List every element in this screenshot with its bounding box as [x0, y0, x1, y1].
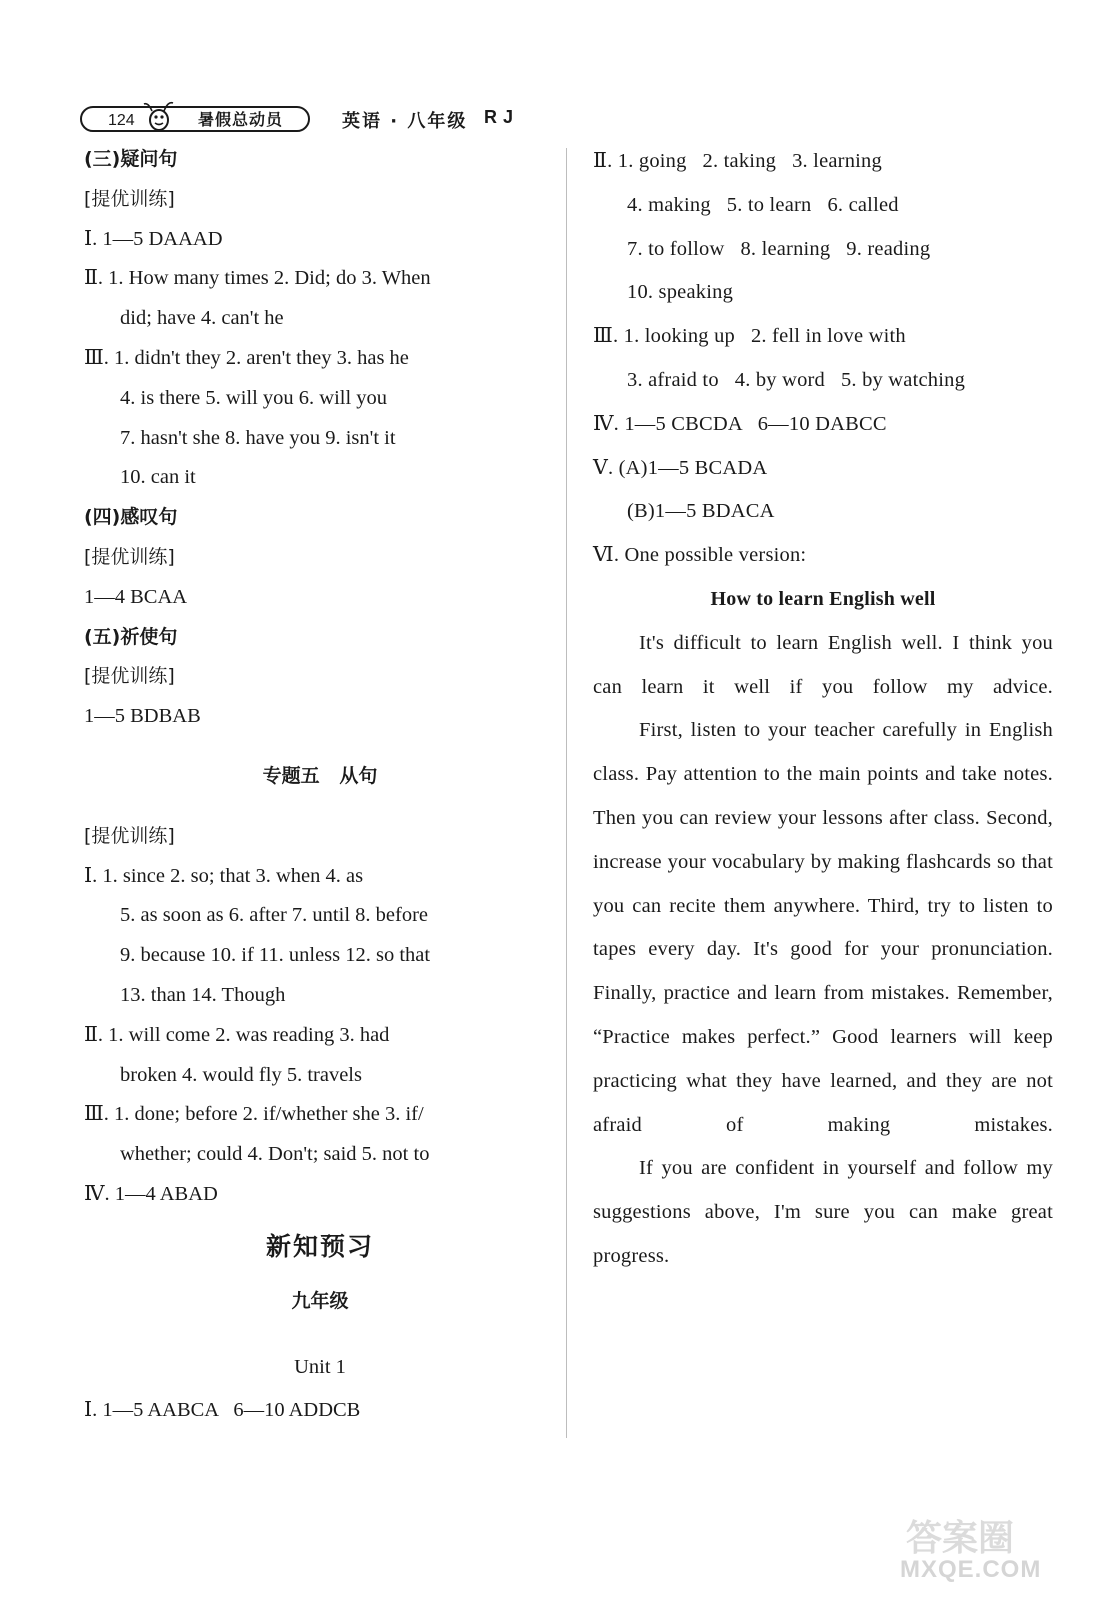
grade-heading: 九年级 — [291, 1289, 349, 1312]
section-heading: (四)感叹句 — [84, 506, 178, 529]
training-label: [提优训练] — [84, 665, 175, 688]
answer-line: Ⅱ. 1. will come 2. was reading 3. had — [84, 1023, 390, 1046]
bee-mascot-icon — [142, 98, 176, 134]
series-name: 暑假总动员 — [198, 110, 284, 129]
essay-paragraph: It's difficult to learn English well. I think you can learn it well if you follow my advice. — [593, 631, 1053, 698]
answer-line: Ⅳ. 1—4 ABAD — [84, 1182, 218, 1205]
answer-line: Ⅰ. 1—5 DAAAD — [84, 227, 223, 250]
answer-line: 13. than 14. Though — [120, 983, 286, 1006]
preview-heading: 新知预习 — [265, 1231, 374, 1261]
right-column — [593, 140, 1053, 1279]
answer-line: Ⅲ. 1. looking up 2. fell in love with — [593, 325, 906, 348]
answer-line: 7. hasn't she 8. have you 9. isn't it — [120, 426, 396, 449]
answer-line: 1—5 BDBAB — [84, 705, 201, 728]
answer-line: 3. afraid to 4. by word 5. by watching — [627, 368, 966, 391]
answer-line: Ⅱ. 1. going 2. taking 3. learning — [593, 150, 882, 172]
watermark-logo — [900, 1510, 1050, 1590]
answer-line: 10. speaking — [627, 281, 734, 304]
watermark-cn: 答案圈 — [906, 1518, 1015, 1559]
answer-line: 7. to follow 8. learning 9. reading — [627, 237, 931, 260]
answer-line: 10. can it — [120, 466, 196, 489]
answer-line: 4. is there 5. will you 6. will you — [120, 386, 388, 409]
answer-line: Ⅲ. 1. done; before 2. if/whether she 3. if/ — [84, 1103, 424, 1126]
answer-line: Ⅳ. 1—5 CBCDA 6—10 DABCC — [593, 412, 887, 435]
essay-paragraph: First, listen to your teacher carefully in English class. Pay attention to the main points and take notes. Then you can review your lessons after class. Second, increase your vocabulary by making flashcards so that you can recite them anywhere. Third, try to listen to tapes every day. It's good for your pronunciation. Finally, practice and learn from mistakes. Remember, “Practice makes perfect.” Good learners will keep practicing what they have learned, and they are not afraid of making mistakes. — [593, 719, 1053, 1136]
page-number: 124 — [108, 112, 135, 129]
answer-line: whether; could 4. Don't; said 5. not to — [120, 1143, 430, 1166]
answer-line: Ⅲ. 1. didn't they 2. aren't they 3. has he — [84, 346, 409, 369]
answer-line: Ⅱ. 1. How many times 2. Did; do 3. When — [84, 267, 431, 290]
watermark-url: MXQE.COM — [900, 1556, 1042, 1583]
unit-heading: Unit 1 — [294, 1355, 346, 1378]
answer-line: did; have 4. can't he — [120, 307, 284, 330]
answer-line: 9. because 10. if 11. unless 12. so that — [120, 944, 431, 967]
answer-line: Ⅴ. (A)1—5 BCADA — [593, 456, 768, 479]
answer-line: Ⅵ. One possible version: — [593, 544, 807, 567]
section-heading: (五)祈使句 — [84, 625, 178, 648]
edition-code: RJ — [484, 107, 520, 127]
answer-line: (B)1—5 BDACA — [627, 500, 775, 523]
topic-heading: 专题五 从句 — [262, 764, 378, 787]
left-column — [84, 140, 556, 1431]
answer-line: 4. making 5. to learn 6. called — [627, 193, 899, 216]
section-heading: (三)疑问句 — [84, 148, 178, 170]
page-header — [80, 104, 540, 138]
answer-line: Ⅰ. 1. since 2. so; that 3. when 4. as — [84, 864, 364, 887]
training-label: [提优训练] — [84, 187, 175, 210]
training-label: [提优训练] — [84, 545, 175, 568]
essay-title: How to learn English well — [710, 587, 936, 610]
column-divider — [566, 148, 567, 1438]
answer-line: 1—4 BCAA — [84, 585, 188, 608]
answer-line: broken 4. would fly 5. travels — [120, 1063, 362, 1086]
subject-grade: 英语 · 八年级 — [342, 111, 468, 132]
essay-paragraph: If you are confident in yourself and follow my suggestions above, I'm sure you can make great progress. — [593, 1157, 1053, 1267]
answer-line: 5. as soon as 6. after 7. until 8. before — [120, 904, 428, 927]
training-label: [提优训练] — [84, 824, 175, 847]
answer-line: Ⅰ. 1—5 AABCA 6—10 ADDCB — [84, 1398, 361, 1421]
